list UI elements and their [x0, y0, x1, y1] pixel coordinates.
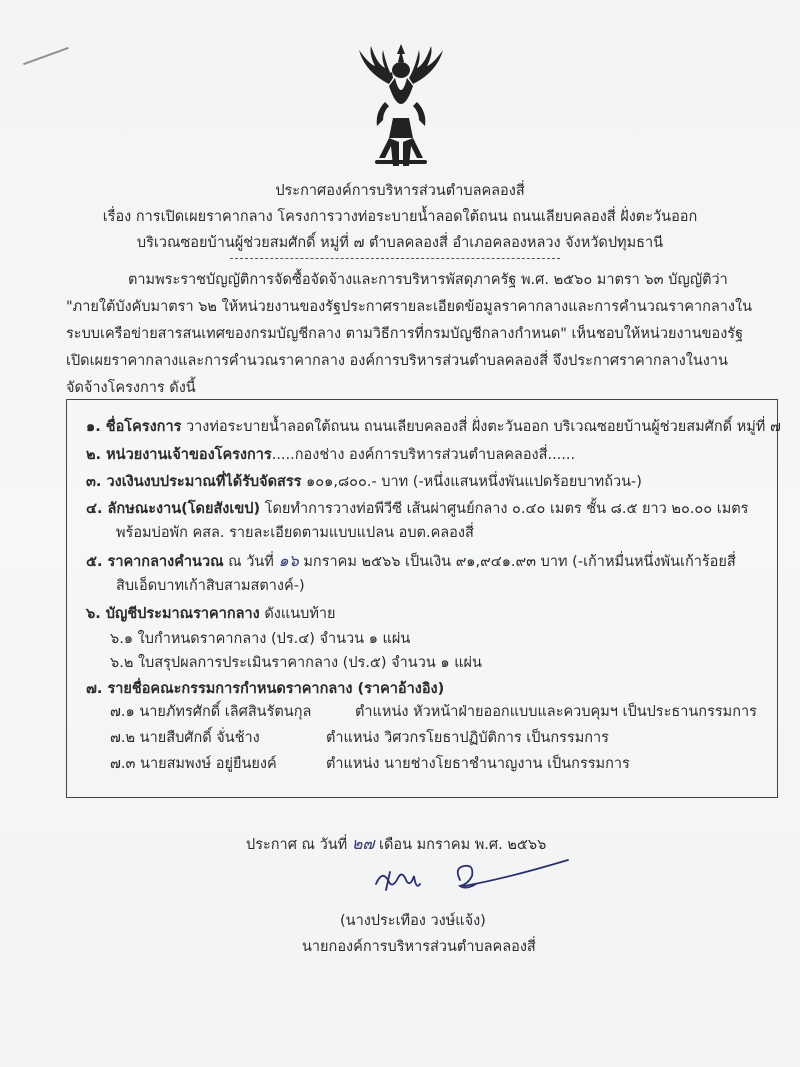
- item-value: ดังแนบท้าย: [259, 606, 336, 622]
- separator-line: [230, 258, 560, 259]
- item-project-name: [86, 415, 781, 438]
- intro-line-5: จัดจ้างโครงการ ดังนี้: [66, 380, 196, 396]
- item-value: วางท่อระบายน้ำลอดใต้ถนน ถนนเลียบคลองสี่ ฝั่งตะวันออก บริเวณซอยบ้านผู้ช่วยสมศักดิ์ หมู่ที่ ๗: [181, 419, 781, 435]
- item-label: ๕. ราคากลางคำนวณ: [86, 554, 224, 570]
- subitem-6-1: ๖.๑ ใบกำหนดราคากลาง (ปร.๔) จำนวน ๑ แผ่น: [110, 631, 411, 647]
- item-value: ณ วันที่: [223, 554, 279, 570]
- item-budget: [86, 470, 642, 493]
- handwritten-signature: [368, 850, 578, 910]
- item-label: ๖. บัญชีประมาณราคากลาง: [86, 606, 260, 622]
- item-owner-agency: [86, 443, 575, 466]
- item-median-price-cont: สิบเอ็ดบาทเก้าสิบสามสตางค์-): [116, 578, 305, 594]
- intro-line-4: เปิดเผยราคากลางและการคำนวณราคากลาง องค์การบริหารส่วนตำบลคลองสี่ จึงประกาศราคากลางในงาน: [66, 353, 728, 369]
- committee-2-name: ๗.๒ นายสืบศักดิ์ จั่นช้าง: [110, 730, 260, 746]
- garuda-emblem: [355, 42, 447, 170]
- header-location: บริเวณซอยบ้านผู้ช่วยสมศักดิ์ หมู่ที่ ๗ ตำบลคลองสี่ อำเภอคลองหลวง จังหวัดปทุมธานี: [136, 235, 664, 251]
- item-value: มกราคม ๒๕๖๖ เป็นเงิน ๙๑,๙๔๑.๙๓ บาท (-เก้าหมื่นหนึ่งพันเก้าร้อยสี่: [298, 554, 736, 570]
- header-subject: เรื่อง การเปิดเผยราคากลาง โครงการวางท่อระบายน้ำลอดใต้ถนน ถนนเลียบคลองสี่ ฝั่งตะวันออก: [102, 209, 698, 225]
- committee-1-role: ตำแหน่ง หัวหน้าฝ่ายออกแบบและควบคุมฯ เป็นประธานกรรมการ: [355, 704, 757, 720]
- header-title: ประกาศองค์การบริหารส่วนตำบลคลองสี่: [275, 183, 525, 199]
- announce-text: ประกาศ ณ วันที่: [246, 837, 352, 853]
- item-value: โดยทำการวางท่อพีวีซี เส้นผ่าศูนย์กลาง ๐.๔๐ เมตร ชั้น ๘.๕ ยาว ๒๐.๐๐ เมตร: [260, 501, 749, 517]
- signer-title: นายกองค์การบริหารส่วนตำบลคลองสี่: [302, 939, 536, 955]
- item-work-description: [86, 497, 748, 520]
- handwritten-day: ๒๗: [351, 834, 375, 853]
- item-value: .....กองช่าง องค์การบริหารส่วนตำบลคลองสี่......: [271, 447, 576, 463]
- item-label: ๒. หน่วยงานเจ้าของโครงการ: [86, 447, 272, 463]
- item-value: ๑๐๑,๘๐๐.- บาท (-หนึ่งแสนหนึ่งพันแปดร้อยบาทถ้วน-): [301, 474, 642, 490]
- committee-2-role: ตำแหน่ง วิศวกรโยธาปฏิบัติการ เป็นกรรมการ: [326, 730, 609, 746]
- item-label: ๓. วงเงินงบประมาณที่ได้รับจัดสรร: [86, 474, 302, 490]
- committee-3-name: ๗.๓ นายสมพงษ์ อยู่ยืนยงค์: [110, 756, 277, 772]
- item-label: ๑. ชื่อโครงการ: [86, 419, 182, 435]
- signer-name: (นางประเทือง วงษ์แจ้ง): [340, 913, 486, 929]
- item-median-price: [86, 549, 736, 574]
- intro-line-1: ตามพระราชบัญญัติการจัดซื้อจัดจ้างและการบริหารพัสดุภาครัฐ พ.ศ. ๒๕๖๐ มาตรา ๖๓ บัญญัติว่า: [128, 272, 728, 288]
- ink-mark: [23, 47, 69, 65]
- item-price-list: [86, 602, 336, 625]
- item-committee: ๗. รายชื่อคณะกรรมการกำหนดราคากลาง (ราคาอ้างอิง): [86, 681, 445, 697]
- intro-line-2: "ภายใต้บังคับมาตรา ๖๒ ให้หน่วยงานของรัฐประกาศรายละเอียดข้อมูลราคากลางและการคำนวณราคากลางใน: [66, 299, 752, 315]
- committee-1-name: ๗.๑ นายภัทรศักดิ์ เลิศสินรัตนกุล: [110, 704, 312, 720]
- announce-text: เดือน มกราคม พ.ศ. ๒๕๖๖: [374, 837, 547, 853]
- committee-3-role: ตำแหน่ง นายช่างโยธาชำนาญงาน เป็นกรรมการ: [326, 756, 630, 772]
- subitem-6-2: ๖.๒ ใบสรุปผลการประเมินราคากลาง (ปร.๕) จำนวน ๑ แผ่น: [110, 655, 482, 671]
- intro-line-3: ระบบเครือข่ายสารสนเทศของกรมบัญชีกลาง ตามวิธีการที่กรมบัญชีกลางกำหนด" เห็นชอบให้หน่วยงานของรัฐ: [66, 326, 744, 342]
- item-label: ๔. ลักษณะงาน(โดยสังเขป): [86, 501, 261, 517]
- item-work-description-cont: พร้อมบ่อพัก คสล. รายละเอียดตามแบบแปลน อบต.คลองสี่: [116, 525, 474, 541]
- handwritten-day: ๑๖: [278, 551, 299, 570]
